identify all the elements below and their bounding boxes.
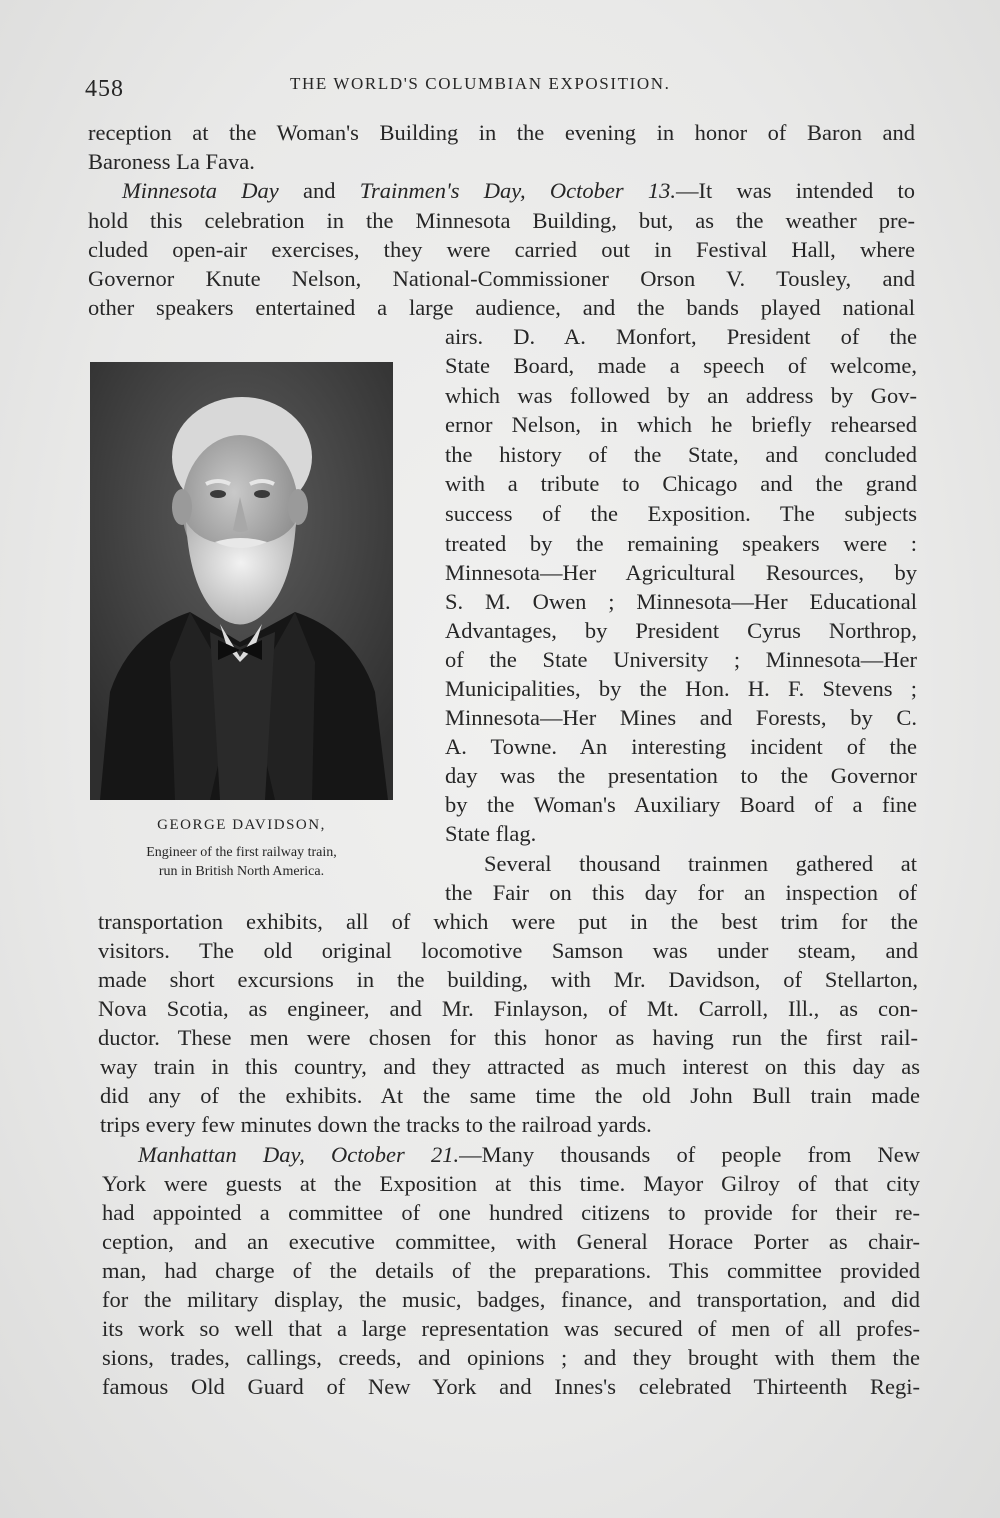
text-line: the history of the State, and concluded [445, 442, 917, 467]
text-fragment: and [278, 178, 360, 203]
text-line: other speakers entertained a large audience, and the bands played national [88, 295, 915, 320]
text-fragment: —Many thousands of people from New [459, 1142, 921, 1167]
text-line: reception at the Woman's Building in the evening in honor of Baron and [88, 120, 915, 145]
text-line: way train in this country, and they attracted as much interest on this day as [100, 1054, 920, 1079]
text-line: ception, and an executive committee, with General Horace Porter as chair- [102, 1229, 920, 1254]
text-line: hold this celebration in the Minnesota Building, but, as the weather pre- [88, 208, 915, 233]
text-line: sions, trades, callings, creeds, and opinions ; and they brought with them the [102, 1345, 920, 1370]
figure-caption-description: Engineer of the first railway train, [146, 845, 337, 860]
text-line: State Board, made a speech of welcome, [445, 353, 917, 378]
text-line: of the State University ; Minnesota—Her [445, 647, 917, 672]
text-line: visitors. The old original locomotive Samson was under steam, and [98, 938, 918, 963]
text-line: its work so well that a large representation was secured of men of all profes- [102, 1316, 920, 1341]
page-number: 458 [85, 76, 124, 102]
text-line [138, 1140, 920, 1170]
page-header [85, 70, 915, 100]
text-line: success of the Exposition. The subjects [445, 501, 917, 526]
text-line: for the military display, the music, badges, finance, and transportation, and did [102, 1287, 920, 1312]
section-title-trainmens-day: Trainmen's Day, October 13. [359, 178, 677, 203]
text-line: by the Woman's Auxiliary Board of a fine [445, 792, 917, 817]
text-line: ductor. These men were chosen for this honor as having run the first rail- [98, 1025, 918, 1050]
text-line: Several thousand trainmen gathered at [484, 851, 917, 876]
text-line [122, 176, 915, 206]
text-line: trips every few minutes down the tracks to the railroad yards. [100, 1112, 652, 1137]
text-fragment: —It was intended to [676, 178, 915, 203]
text-line: treated by the remaining speakers were : [445, 531, 917, 556]
figure-caption-name: GEORGE DAVIDSON, [157, 817, 326, 833]
text-line: transportation exhibits, all of which were put in the best trim for the [98, 909, 918, 934]
text-line: A. Towne. An interesting incident of the [445, 734, 917, 759]
text-line: had appointed a committee of one hundred citizens to provide for their re- [102, 1200, 920, 1225]
text-line: Municipalities, by the Hon. H. F. Stevens ; [445, 676, 917, 701]
text-line: with a tribute to Chicago and the grand [445, 471, 917, 496]
text-line: Advantages, by President Cyrus Northrop, [445, 618, 917, 643]
text-line: Minnesota—Her Agricultural Resources, by [445, 560, 917, 585]
text-line: S. M. Owen ; Minnesota—Her Educational [445, 589, 917, 614]
text-line: day was the presentation to the Governor [445, 763, 917, 788]
text-line: famous Old Guard of New York and Innes's celebrated Thirteenth Regi- [102, 1374, 920, 1399]
text-line: State flag. [445, 821, 537, 846]
text-line: Minnesota—Her Mines and Forests, by C. [445, 705, 917, 730]
text-line: Governor Knute Nelson, National-Commissioner Orson V. Tousley, and [88, 266, 915, 291]
figure-caption-description: run in British North America. [158, 864, 325, 879]
text-line: cluded open-air exercises, they were carried out in Festival Hall, where [88, 237, 915, 262]
running-head: THE WORLD'S COLUMBIAN EXPOSITION. [290, 74, 671, 93]
text-line: York were guests at the Exposition at this time. Mayor Gilroy of that city [102, 1171, 920, 1196]
text-line: the Fair on this day for an inspection of [445, 880, 917, 905]
section-title-manhattan-day: Manhattan Day, October 21. [138, 1142, 460, 1167]
section-title-minnesota-day: Minnesota Day [122, 178, 279, 203]
text-line: man, had charge of the details of the preparations. This committee provided [102, 1258, 920, 1283]
text-line: did any of the exhibits. At the same time the old John Bull train made [100, 1083, 920, 1108]
text-line: Baroness La Fava. [88, 149, 255, 174]
text-line: made short excursions in the building, with Mr. Davidson, of Stellarton, [98, 967, 918, 992]
text-line: ernor Nelson, in which he briefly rehearsed [445, 412, 917, 437]
text-line: Nova Scotia, as engineer, and Mr. Finlayson, of Mt. Carroll, Ill., as con- [98, 996, 918, 1021]
text-line: airs. D. A. Monfort, President of the [445, 324, 917, 349]
portrait-photo-george-davidson [90, 362, 393, 800]
text-line: which was followed by an address by Gov- [445, 383, 917, 408]
